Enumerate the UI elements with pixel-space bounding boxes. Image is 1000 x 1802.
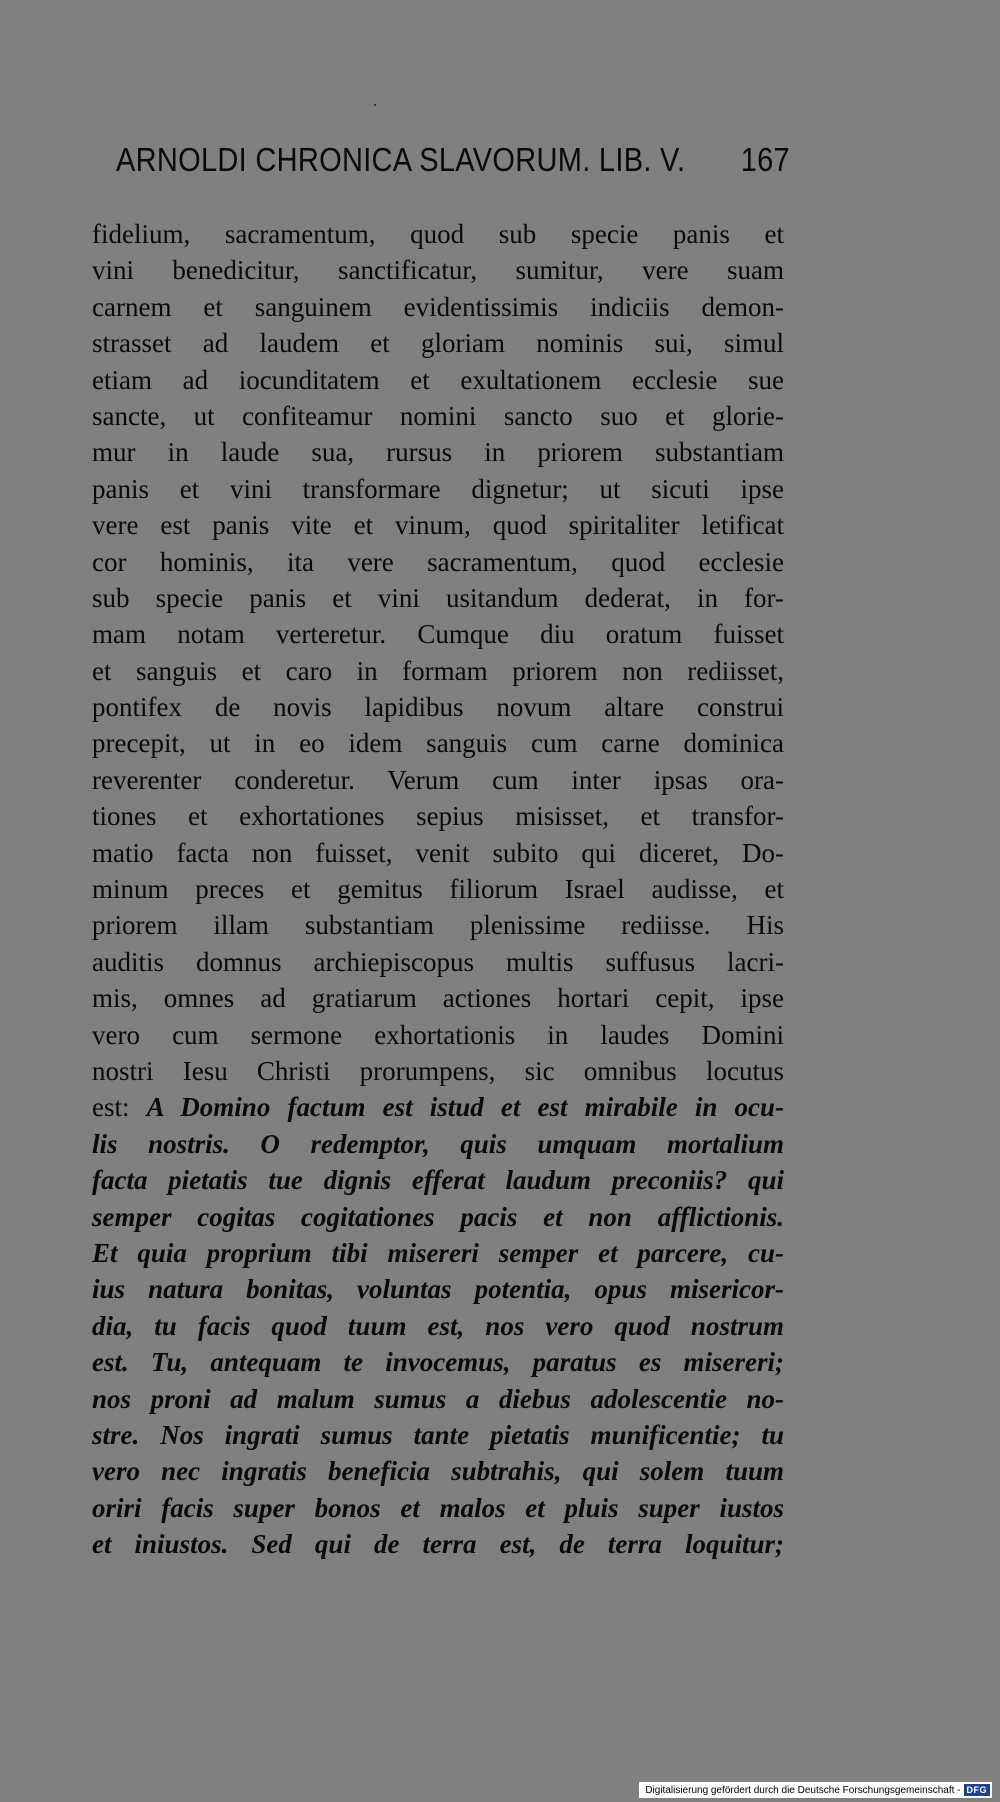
text-line: precepit, ut in eo idem sanguis cum carne dominica — [92, 728, 784, 759]
text-line: cor hominis, ita vere sacramentum, quod ecclesie — [92, 546, 784, 577]
running-head — [116, 142, 790, 193]
text-line: mur in laude sua, rursus in priorem substantiam — [92, 437, 784, 468]
text-line: tiones et exhortationes sepius misisset, et transfor- — [92, 801, 784, 832]
italic-text-line: Et quia proprium tibi misereri semper et parcere, cu- — [92, 1237, 784, 1268]
text-line: vero cum sermone exhortationis in laudes Domini — [92, 1019, 784, 1050]
italic-text-line: stre. Nos ingrati sumus tante pietatis munificentie; tu — [92, 1419, 784, 1450]
text-line: et sanguis et caro in formam priorem non rediisset, — [92, 655, 784, 686]
italic-text-line: ius natura bonitas, voluntas potentia, opus misericor- — [92, 1274, 784, 1305]
dfg-logo-icon: DFG — [964, 1784, 991, 1796]
body-text — [92, 216, 784, 1562]
italic-text-line: nos proni ad malum sumus a diebus adolescentie no- — [92, 1383, 784, 1414]
text-line: fidelium, sacramentum, quod sub specie panis et — [92, 219, 784, 249]
text-line: mis, omnes ad gratiarum actiones hortari cepit, ipse — [92, 983, 784, 1014]
text-line: nostri Iesu Christi prorumpens, sic omnibus locutus — [92, 1055, 784, 1086]
running-head-title: ARNOLDI CHRONICA SLAVORUM. LIB. V. — [116, 142, 686, 179]
text-line: sub specie panis et vini usitandum dederat, in for- — [92, 582, 784, 613]
text-line: carnem et sanguinem evidentissimis indiciis demon- — [92, 291, 784, 322]
italic-text-line: est. Tu, antequam te invocemus, paratus es misereri; — [92, 1347, 784, 1378]
italic-text-line: et iniustos. Sed qui de terra est, de terra loquitur; — [92, 1529, 784, 1560]
text-line: minum preces et gemitus filiorum Israel audisse, et — [92, 874, 784, 905]
footer-credit: Digitalisierung gefördert durch die Deutsche Forschungsgemeinschaft - — [645, 1784, 961, 1796]
page-number: 167 — [740, 142, 790, 179]
digitization-footer — [639, 1782, 992, 1798]
italic-text-line: oriri facis super bonos et malos et pluis super iustos — [92, 1492, 784, 1523]
italic-text-line: semper cogitas cogitationes pacis et non afflictionis. — [92, 1201, 784, 1232]
text-line: auditis domnus archiepiscopus multis suffusus lacri- — [92, 946, 784, 977]
text-line: panis et vini transformare dignetur; ut sicuti ipse — [92, 473, 784, 504]
italic-text-line: lis nostris. O redemptor, quis umquam mortalium — [92, 1128, 784, 1159]
text-line: matio facta non fuisset, venit subito qui diceret, Do- — [92, 837, 784, 868]
italic-text-line: dia, tu facis quod tuum est, nos vero quod nostrum — [92, 1310, 784, 1341]
text-line: priorem illam substantiam plenissime rediisse. His — [92, 910, 784, 941]
text-line: vini benedicitur, sanctificatur, sumitur, vere suam — [92, 255, 784, 286]
italic-text-line: facta pietatis tue dignis efferat laudum preconiis? qui — [92, 1165, 784, 1196]
text-line: reverenter conderetur. Verum cum inter ipsas ora- — [92, 764, 784, 795]
text-line: sancte, ut confiteamur nomini sancto suo et glorie- — [92, 400, 784, 431]
italic-run: A Domino factum est istud et est mirabile in ocu- — [146, 1092, 784, 1123]
text-line: pontifex de novis lapidibus novum altare construi — [92, 692, 784, 723]
mixed-text-line — [92, 1089, 784, 1125]
italic-text-line: vero nec ingratis beneficia subtrahis, qui solem tuum — [92, 1456, 784, 1487]
scan-speck — [374, 104, 376, 106]
text-line: strasset ad laudem et gloriam nominis sui, simul — [92, 328, 784, 359]
text-line: vere est panis vite et vinum, quod spiritaliter letificat — [92, 510, 784, 541]
roman-run: est: — [92, 1092, 147, 1123]
text-line: etiam ad iocunditatem et exultationem ecclesie sue — [92, 364, 784, 395]
text-line: mam notam verteretur. Cumque diu oratum fuisset — [92, 619, 784, 650]
